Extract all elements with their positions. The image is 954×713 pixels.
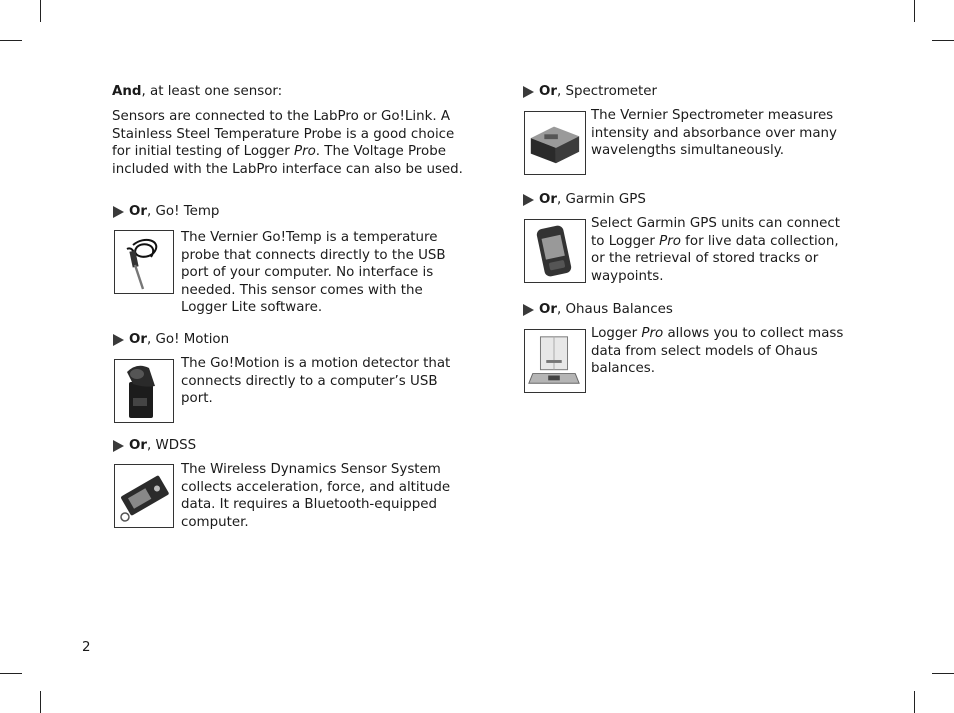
- garmin-gps-description: Select Garmin GPS units can connect to Logger Pro for live data collection, or the retrieval of stored tracks or waypoints.: [591, 216, 841, 284]
- crop-mark: [40, 0, 41, 22]
- wdss-sensor-image: [114, 464, 174, 528]
- crop-mark: [932, 673, 954, 674]
- go-motion-description: The Go!Motion is a motion detector that connects directly to a computer’s USB port.: [181, 356, 451, 407]
- crop-mark: [914, 691, 915, 713]
- arrow-bullet-icon: [113, 206, 124, 218]
- ohaus-balances-description: Logger Pro allows you to collect mass data from select models of Ohaus balances.: [591, 326, 844, 377]
- spectrometer-description: The Vernier Spectrometer measures intensity and absorbance over many wavelengths simultaneously.: [591, 108, 837, 159]
- crop-mark: [914, 0, 915, 22]
- page-number: 2: [82, 640, 91, 655]
- ohaus-balance-image: [524, 329, 586, 393]
- item-heading-spectrometer: Or , Spectrometer: [523, 83, 657, 101]
- item-heading-wdss: Or , WDSS: [113, 437, 196, 455]
- intro-heading: And, at least one sensor:: [112, 84, 283, 99]
- crop-mark: [40, 691, 41, 713]
- intro-paragraph: Sensors are connected to the LabPro or Go!Link. A Stainless Steel Temperature Probe is a good choice for initial testing of Logger Pro. The Voltage Probe included with the LabPro interface can also be used.: [112, 109, 463, 177]
- arrow-bullet-icon: [523, 194, 534, 206]
- crop-mark: [932, 40, 954, 41]
- motion-detector-image: [114, 359, 174, 423]
- item-heading-ohaus-balances: Or , Ohaus Balances: [523, 301, 673, 319]
- item-heading-go-motion: Or , Go! Motion: [113, 331, 229, 349]
- item-heading-go-temp: Or , Go! Temp: [113, 203, 219, 221]
- crop-mark: [0, 673, 22, 674]
- arrow-bullet-icon: [523, 304, 534, 316]
- wdss-description: The Wireless Dynamics Sensor System collects acceleration, force, and altitude data. It requires a Bluetooth-equipped computer.: [181, 462, 451, 530]
- garmin-gps-image: [524, 219, 586, 283]
- arrow-bullet-icon: [113, 334, 124, 346]
- item-heading-garmin-gps: Or , Garmin GPS: [523, 191, 646, 209]
- arrow-bullet-icon: [113, 440, 124, 452]
- temperature-probe-image: [114, 230, 174, 294]
- go-temp-description: The Vernier Go!Temp is a temperature probe that connects directly to the USB port of your computer. No interface is needed. This sensor comes with the Logger Lite software.: [181, 230, 446, 316]
- spectrometer-image: [524, 111, 586, 175]
- arrow-bullet-icon: [523, 86, 534, 98]
- crop-mark: [0, 40, 22, 41]
